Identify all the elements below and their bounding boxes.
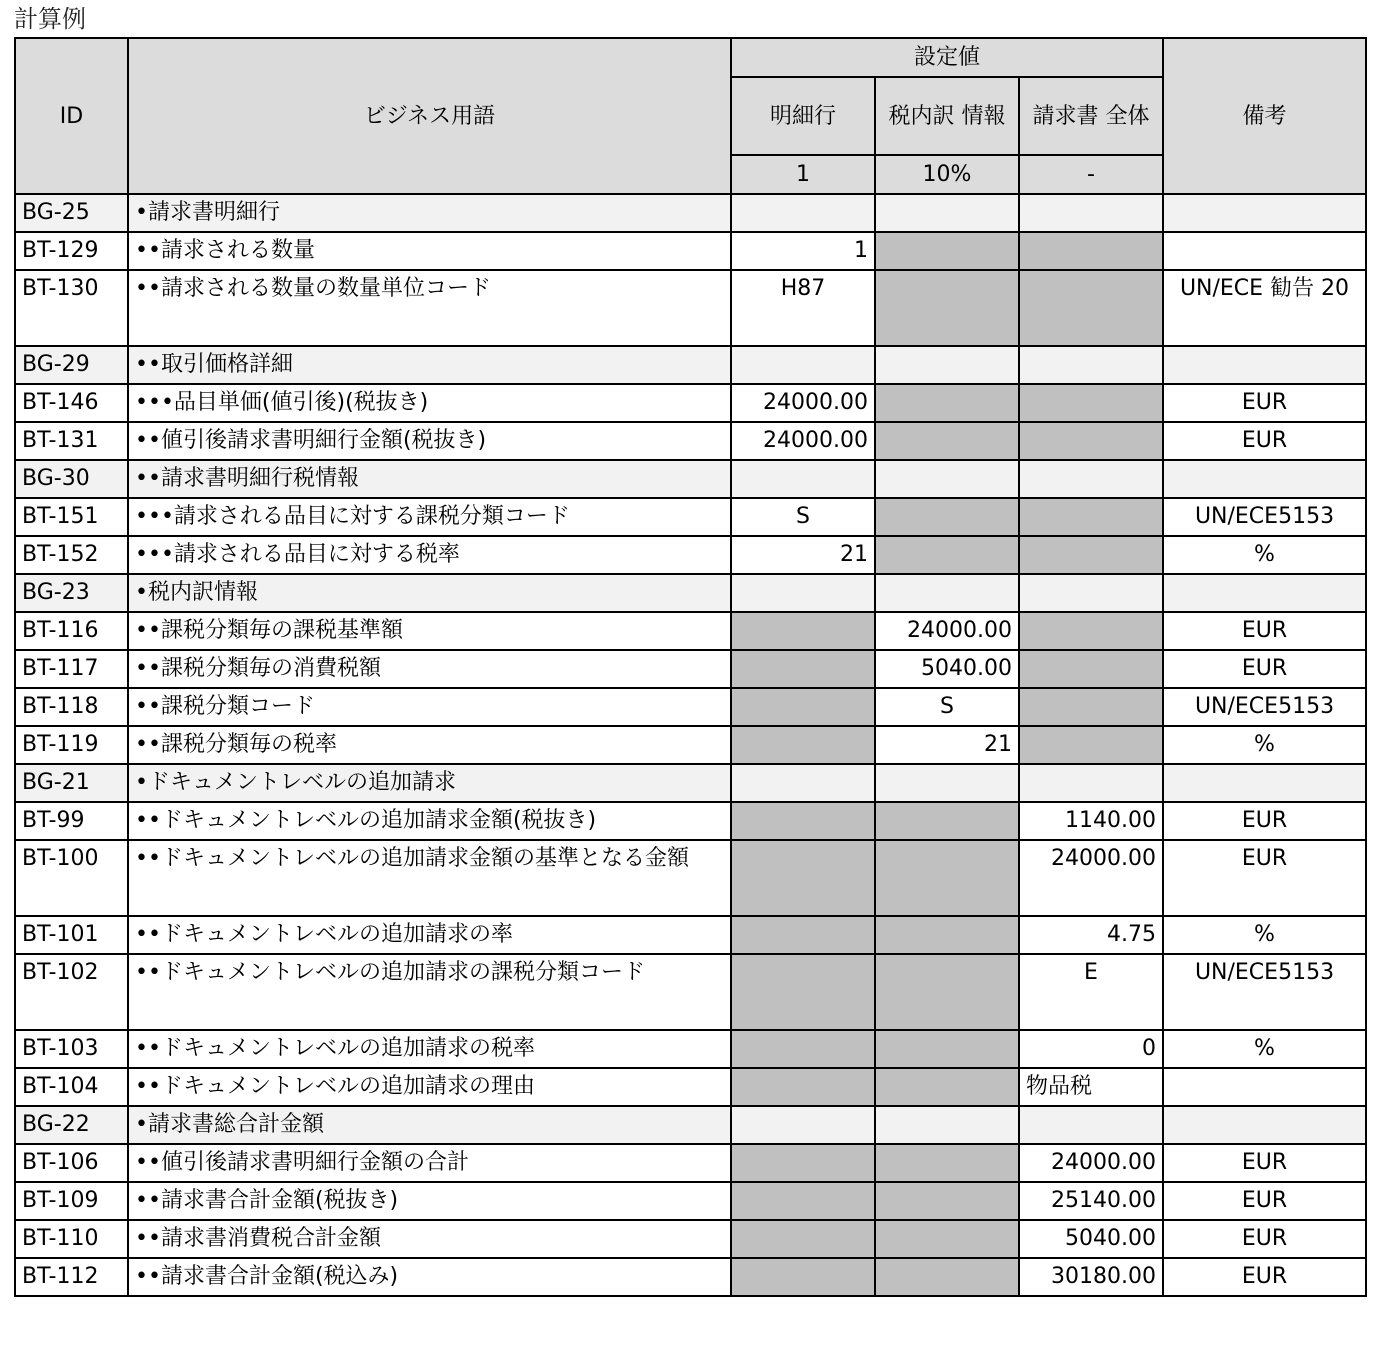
row-id: BT-103 xyxy=(15,1030,128,1068)
header-settings: 設定値 xyxy=(731,38,1163,77)
table-row xyxy=(15,270,1366,346)
row-term: ••課税分類コード xyxy=(128,688,731,726)
table-body xyxy=(15,194,1366,1296)
row-id: BT-130 xyxy=(15,270,128,346)
table-row xyxy=(15,498,1366,536)
value-tax-breakdown xyxy=(875,764,1019,802)
table-row xyxy=(15,1182,1366,1220)
row-id: BT-112 xyxy=(15,1258,128,1296)
row-id: BT-117 xyxy=(15,650,128,688)
row-remarks xyxy=(1163,346,1366,384)
row-remarks xyxy=(1163,574,1366,612)
row-term: •••請求される品目に対する課税分類コード xyxy=(128,498,731,536)
value-invoice: 物品税 xyxy=(1019,1068,1163,1106)
row-remarks: EUR xyxy=(1163,1182,1366,1220)
row-term: •ドキュメントレベルの追加請求 xyxy=(128,764,731,802)
value-line: 21 xyxy=(731,536,875,574)
header-invoice-value: - xyxy=(1019,155,1163,194)
header-business-term: ビジネス用語 xyxy=(128,38,731,194)
value-tax-breakdown xyxy=(875,574,1019,612)
value-tax-breakdown: 21 xyxy=(875,726,1019,764)
value-line xyxy=(731,840,875,916)
row-remarks: UN/ECE5153 xyxy=(1163,954,1366,1030)
header-id: ID xyxy=(15,38,128,194)
value-line xyxy=(731,1030,875,1068)
row-id: BT-110 xyxy=(15,1220,128,1258)
row-term: ••取引価格詳細 xyxy=(128,346,731,384)
calculation-table xyxy=(14,37,1367,1297)
value-tax-breakdown: 5040.00 xyxy=(875,650,1019,688)
group-row xyxy=(15,194,1366,232)
value-tax-breakdown xyxy=(875,232,1019,270)
value-tax-breakdown xyxy=(875,1182,1019,1220)
value-tax-breakdown xyxy=(875,802,1019,840)
table-row xyxy=(15,232,1366,270)
row-term: ••課税分類毎の課税基準額 xyxy=(128,612,731,650)
header-invoice-whole: 請求書 全体 xyxy=(1019,77,1163,155)
value-invoice xyxy=(1019,270,1163,346)
row-id: BG-29 xyxy=(15,346,128,384)
row-id: BG-23 xyxy=(15,574,128,612)
value-tax-breakdown: S xyxy=(875,688,1019,726)
row-term: ••値引後請求書明細行金額の合計 xyxy=(128,1144,731,1182)
value-invoice xyxy=(1019,346,1163,384)
value-invoice: 0 xyxy=(1019,1030,1163,1068)
row-remarks: EUR xyxy=(1163,422,1366,460)
value-invoice: 4.75 xyxy=(1019,916,1163,954)
value-line xyxy=(731,916,875,954)
value-invoice xyxy=(1019,422,1163,460)
value-tax-breakdown xyxy=(875,840,1019,916)
row-remarks: UN/ECE5153 xyxy=(1163,498,1366,536)
row-term: ••請求書合計金額(税抜き) xyxy=(128,1182,731,1220)
value-tax-breakdown xyxy=(875,1068,1019,1106)
row-remarks: EUR xyxy=(1163,384,1366,422)
value-tax-breakdown xyxy=(875,954,1019,1030)
value-line xyxy=(731,346,875,384)
row-id: BT-106 xyxy=(15,1144,128,1182)
table-row xyxy=(15,536,1366,574)
value-line: 1 xyxy=(731,232,875,270)
row-id: BT-100 xyxy=(15,840,128,916)
value-tax-breakdown xyxy=(875,1220,1019,1258)
table-caption: 計算例 xyxy=(14,5,86,33)
table-row xyxy=(15,954,1366,1030)
row-term: ••請求される数量 xyxy=(128,232,731,270)
value-invoice xyxy=(1019,1106,1163,1144)
row-term: ••請求書消費税合計金額 xyxy=(128,1220,731,1258)
value-tax-breakdown xyxy=(875,346,1019,384)
value-line xyxy=(731,460,875,498)
row-term: •請求書明細行 xyxy=(128,194,731,232)
value-tax-breakdown xyxy=(875,536,1019,574)
value-invoice: 24000.00 xyxy=(1019,840,1163,916)
table-row xyxy=(15,1258,1366,1296)
table-row xyxy=(15,1068,1366,1106)
row-term: ••ドキュメントレベルの追加請求の理由 xyxy=(128,1068,731,1106)
table-row xyxy=(15,726,1366,764)
value-line xyxy=(731,764,875,802)
value-invoice: 1140.00 xyxy=(1019,802,1163,840)
row-remarks: UN/ECE 勧告 20 xyxy=(1163,270,1366,346)
group-row xyxy=(15,346,1366,384)
value-invoice: E xyxy=(1019,954,1163,1030)
group-row xyxy=(15,460,1366,498)
value-line xyxy=(731,802,875,840)
row-term: •••品目単価(値引後)(税抜き) xyxy=(128,384,731,422)
row-id: BT-152 xyxy=(15,536,128,574)
row-remarks: EUR xyxy=(1163,612,1366,650)
header-remarks: 備考 xyxy=(1163,38,1366,194)
value-line xyxy=(731,726,875,764)
value-invoice xyxy=(1019,688,1163,726)
row-id: BT-118 xyxy=(15,688,128,726)
table-row xyxy=(15,916,1366,954)
value-tax-breakdown xyxy=(875,1258,1019,1296)
row-remarks: EUR xyxy=(1163,802,1366,840)
value-line: 24000.00 xyxy=(731,384,875,422)
row-term: ••ドキュメントレベルの追加請求金額(税抜き) xyxy=(128,802,731,840)
row-remarks xyxy=(1163,194,1366,232)
value-invoice: 24000.00 xyxy=(1019,1144,1163,1182)
row-id: BG-30 xyxy=(15,460,128,498)
row-id: BT-109 xyxy=(15,1182,128,1220)
row-id: BG-21 xyxy=(15,764,128,802)
value-line xyxy=(731,1182,875,1220)
row-remarks: EUR xyxy=(1163,840,1366,916)
value-tax-breakdown xyxy=(875,270,1019,346)
table-row xyxy=(15,688,1366,726)
value-invoice: 5040.00 xyxy=(1019,1220,1163,1258)
value-invoice: 25140.00 xyxy=(1019,1182,1163,1220)
value-tax-breakdown xyxy=(875,194,1019,232)
row-remarks: UN/ECE5153 xyxy=(1163,688,1366,726)
row-remarks xyxy=(1163,764,1366,802)
value-line: S xyxy=(731,498,875,536)
row-id: BT-102 xyxy=(15,954,128,1030)
row-term: ••値引後請求書明細行金額(税抜き) xyxy=(128,422,731,460)
value-line xyxy=(731,194,875,232)
header-tax-value: 10% xyxy=(875,155,1019,194)
value-line xyxy=(731,1106,875,1144)
row-id: BT-131 xyxy=(15,422,128,460)
value-invoice xyxy=(1019,574,1163,612)
value-tax-breakdown xyxy=(875,1106,1019,1144)
value-invoice xyxy=(1019,498,1163,536)
group-row xyxy=(15,764,1366,802)
row-term: •税内訳情報 xyxy=(128,574,731,612)
row-id: BT-99 xyxy=(15,802,128,840)
value-line xyxy=(731,1144,875,1182)
value-invoice xyxy=(1019,650,1163,688)
row-term: ••請求される数量の数量単位コード xyxy=(128,270,731,346)
row-id: BT-101 xyxy=(15,916,128,954)
value-tax-breakdown xyxy=(875,422,1019,460)
row-remarks: EUR xyxy=(1163,1220,1366,1258)
row-remarks: % xyxy=(1163,1030,1366,1068)
value-line xyxy=(731,1258,875,1296)
group-row xyxy=(15,1106,1366,1144)
row-term: ••ドキュメントレベルの追加請求金額の基準となる金額 xyxy=(128,840,731,916)
value-tax-breakdown xyxy=(875,460,1019,498)
value-tax-breakdown xyxy=(875,1144,1019,1182)
row-term: ••請求書合計金額(税込み) xyxy=(128,1258,731,1296)
row-id: BT-146 xyxy=(15,384,128,422)
value-line: H87 xyxy=(731,270,875,346)
table-row xyxy=(15,650,1366,688)
row-term: ••請求書明細行税情報 xyxy=(128,460,731,498)
row-term: ••ドキュメントレベルの追加請求の課税分類コード xyxy=(128,954,731,1030)
row-remarks: % xyxy=(1163,726,1366,764)
row-id: BT-104 xyxy=(15,1068,128,1106)
row-remarks: EUR xyxy=(1163,1144,1366,1182)
value-line: 24000.00 xyxy=(731,422,875,460)
table-row xyxy=(15,384,1366,422)
value-line xyxy=(731,1068,875,1106)
row-term: •請求書総合計金額 xyxy=(128,1106,731,1144)
row-remarks: % xyxy=(1163,536,1366,574)
row-id: BT-116 xyxy=(15,612,128,650)
value-tax-breakdown xyxy=(875,1030,1019,1068)
value-invoice xyxy=(1019,764,1163,802)
value-invoice xyxy=(1019,726,1163,764)
value-tax-breakdown xyxy=(875,384,1019,422)
value-invoice xyxy=(1019,194,1163,232)
row-term: ••課税分類毎の税率 xyxy=(128,726,731,764)
row-remarks: EUR xyxy=(1163,1258,1366,1296)
row-id: BT-119 xyxy=(15,726,128,764)
row-term: ••課税分類毎の消費税額 xyxy=(128,650,731,688)
value-invoice xyxy=(1019,536,1163,574)
row-remarks xyxy=(1163,460,1366,498)
value-line xyxy=(731,954,875,1030)
table-row xyxy=(15,612,1366,650)
table-row xyxy=(15,1144,1366,1182)
value-line xyxy=(731,650,875,688)
row-remarks xyxy=(1163,1068,1366,1106)
header-line: 明細行 xyxy=(731,77,875,155)
row-term: ••ドキュメントレベルの追加請求の税率 xyxy=(128,1030,731,1068)
row-id: BT-151 xyxy=(15,498,128,536)
row-term: •••請求される品目に対する税率 xyxy=(128,536,731,574)
header-tax-breakdown: 税内訳 情報 xyxy=(875,77,1019,155)
row-id: BG-22 xyxy=(15,1106,128,1144)
value-tax-breakdown xyxy=(875,498,1019,536)
row-remarks: % xyxy=(1163,916,1366,954)
value-invoice xyxy=(1019,232,1163,270)
value-invoice xyxy=(1019,384,1163,422)
table-row xyxy=(15,802,1366,840)
row-id: BG-25 xyxy=(15,194,128,232)
header-line-value: 1 xyxy=(731,155,875,194)
value-line xyxy=(731,1220,875,1258)
row-remarks xyxy=(1163,232,1366,270)
table-row xyxy=(15,422,1366,460)
table-row xyxy=(15,1220,1366,1258)
value-line xyxy=(731,612,875,650)
value-line xyxy=(731,688,875,726)
value-invoice xyxy=(1019,460,1163,498)
row-id: BT-129 xyxy=(15,232,128,270)
row-term: ••ドキュメントレベルの追加請求の率 xyxy=(128,916,731,954)
row-remarks xyxy=(1163,1106,1366,1144)
value-invoice xyxy=(1019,612,1163,650)
row-remarks: EUR xyxy=(1163,650,1366,688)
value-invoice: 30180.00 xyxy=(1019,1258,1163,1296)
table-row xyxy=(15,1030,1366,1068)
value-tax-breakdown xyxy=(875,916,1019,954)
value-tax-breakdown: 24000.00 xyxy=(875,612,1019,650)
value-line xyxy=(731,574,875,612)
group-row xyxy=(15,574,1366,612)
table-row xyxy=(15,840,1366,916)
